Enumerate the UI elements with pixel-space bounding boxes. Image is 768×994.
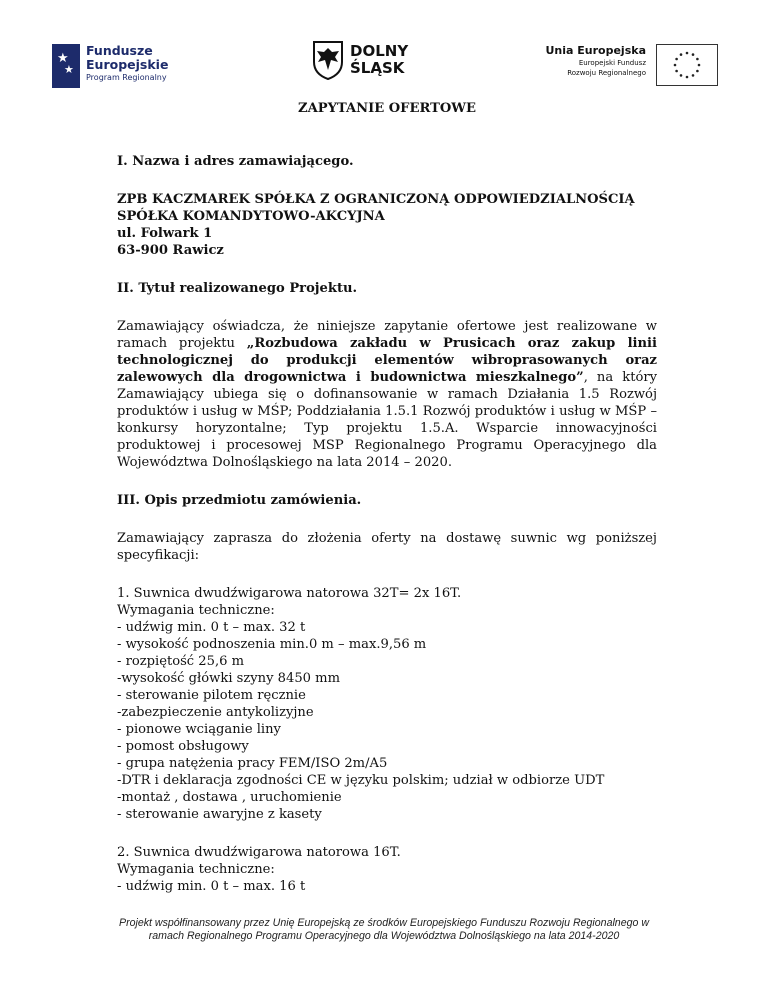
- address-line: ul. Folwark 1: [117, 226, 213, 241]
- document-title: ZAPYTANIE OFERTOWE: [298, 101, 476, 116]
- item-1-title: 1. Suwnica dwudźwigarowa natorowa 32T= 2x 16T.: [117, 586, 462, 601]
- eagle-shield-icon: [312, 40, 344, 80]
- spec-line: - sterowanie pilotem ręcznie: [117, 688, 306, 703]
- eu-flag-icon: [656, 44, 718, 86]
- project-text-start: Zamawiający oświadcza, że niniejsze zapytanie ofertowe jest realizowane w ramach projektu: [117, 319, 657, 351]
- page-footer: Projekt współfinansowany przez Unię Europejską ze środków Europejskiego Funduszu Rozwoju Regionalnego w ramach Regionalnego Programu Operacyjnego dla Województwa Dolnośląskiego na lata 2014-2020: [119, 917, 649, 942]
- section-3-heading: III. Opis przedmiotu zamówienia.: [117, 493, 362, 508]
- address-line: 63-900 Rawicz: [117, 243, 224, 258]
- spec-line: - pomost obsługowy: [117, 739, 249, 754]
- address-line: SPÓŁKA KOMANDYTOWO-AKCYJNA: [117, 209, 385, 224]
- fe-line1: Fundusze: [86, 43, 153, 58]
- project-text-end: , na który Zamawiający ubiega się o dofinansowanie w ramach Działania 1.5 Rozwój produktów i usług w MŚP; Poddziałania 1.5.1 Rozwój produktów i usług w MŚP – konkursy horyzontalne; Typ projektu 1.5.A. Wsparcie innowacyjności produktowej i procesowej MSP Regionalnego Programu Operacyjnego dla Województwa Dolnośląskiego na lata 2014 – 2020.: [117, 370, 657, 470]
- fe-star-icon: ★ ★: [52, 44, 80, 88]
- address-line: ZPB KACZMAREK SPÓŁKA Z OGRANICZONĄ ODPOWIEDZIALNOŚCIĄ: [117, 192, 635, 207]
- dolny-slask-logo: [312, 40, 408, 80]
- ds-line2: ŚLĄSK: [350, 59, 405, 77]
- spec-line: - pionowe wciąganie liny: [117, 722, 281, 737]
- fe-line3: Program Regionalny: [86, 73, 167, 82]
- order-intro: Zamawiający zaprasza do złożenia oferty na dostawę suwnic wg poniższej specyfikacji:: [117, 531, 657, 563]
- section-1-heading: I. Nazwa i adres zamawiającego.: [117, 154, 354, 169]
- item-2-title: 2. Suwnica dwudźwigarowa natorowa 16T.: [117, 845, 401, 860]
- logo-bar: [52, 40, 718, 96]
- project-paragraph: [117, 318, 657, 471]
- spec-line: -montaż , dostawa , uruchomienie: [117, 790, 342, 805]
- contracting-authority-address: [117, 191, 657, 259]
- ue-line2: Europejski Fundusz: [578, 59, 646, 67]
- spec-line: - wysokość podnoszenia min.0 m – max.9,56 m: [117, 637, 427, 652]
- spec-line: - udźwig min. 0 t – max. 32 t: [117, 620, 306, 635]
- spec-line: -zabezpieczenie antykolizyjne: [117, 705, 314, 720]
- ds-line1: DOLNY: [350, 42, 409, 60]
- spec-line: -wysokość główki szyny 8450 mm: [117, 671, 340, 686]
- spec-line: - udźwig min. 0 t – max. 16 t: [117, 879, 306, 894]
- spec-line: -DTR i deklaracja zgodności CE w języku polskim; udział w odbiorze UDT: [117, 773, 605, 788]
- spec-line: - grupa natężenia pracy FEM/ISO 2m/A5: [117, 756, 388, 771]
- ue-line3: Rozwoju Regionalnego: [567, 69, 646, 77]
- fundusze-europejskie-logo: [52, 44, 168, 88]
- item-2-requirements-label: Wymagania techniczne:: [117, 862, 275, 877]
- fe-line2: Europejskie: [86, 57, 169, 72]
- item-1-requirements-label: Wymagania techniczne:: [117, 603, 275, 618]
- project-title: „Rozbudowa zakładu w Prusicach oraz zakup linii technologicznej do produkcji elementów wibroprasowanych oraz zalewowych dla drogownictwa i budownictwa mieszkalnego”: [117, 336, 657, 385]
- section-2-heading: II. Tytuł realizowanego Projektu.: [117, 281, 358, 296]
- spec-line: - rozpiętość 25,6 m: [117, 654, 245, 669]
- unia-europejska-logo: [545, 44, 718, 86]
- item-1: [117, 585, 657, 823]
- spec-line: - sterowanie awaryjne z kasety: [117, 807, 322, 822]
- ue-line1: Unia Europejska: [545, 44, 646, 57]
- item-2: [117, 844, 657, 895]
- document-body: [117, 100, 657, 895]
